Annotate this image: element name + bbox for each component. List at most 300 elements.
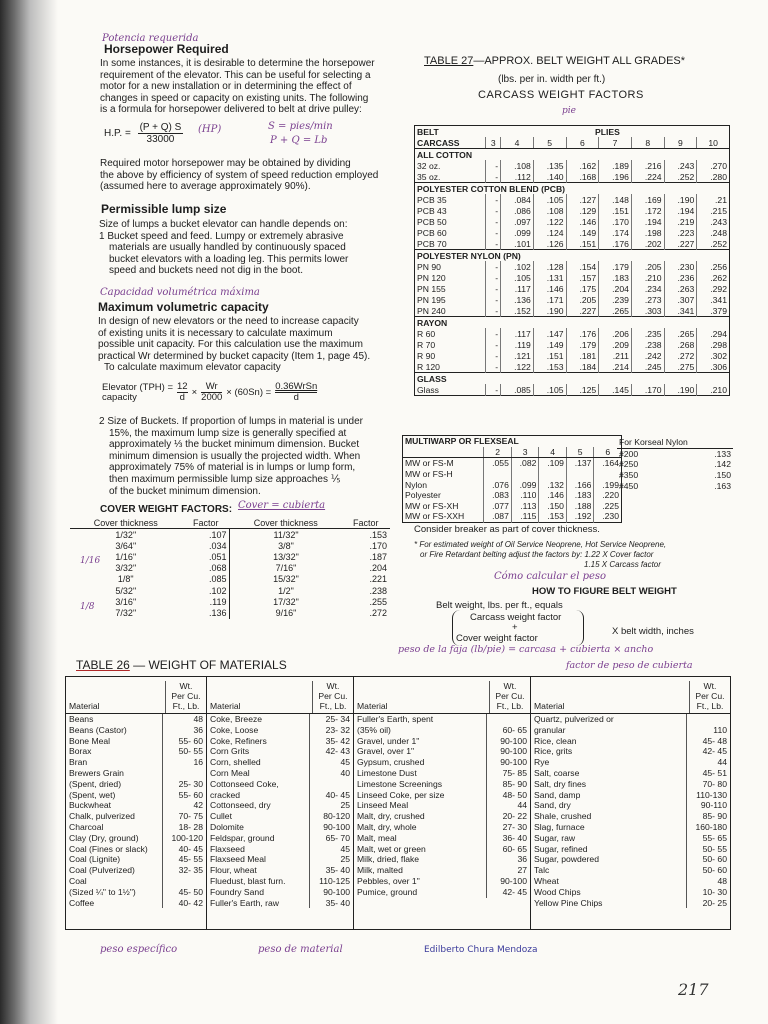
carcass-factor: .124 [533, 227, 566, 238]
material-weight: 90-100 [486, 746, 530, 757]
carcass-factor: - [486, 294, 501, 305]
carcass-factor: .190 [533, 305, 566, 317]
page-number: 217 [678, 980, 709, 999]
carcass-factor: .149 [566, 227, 599, 238]
material-weight: 110 [686, 725, 730, 736]
multiwarp-factor: .164 [594, 458, 622, 469]
carcass-factor: .210 [631, 272, 664, 283]
horsepower-line: (assumed here to average approximately 90%). [100, 181, 311, 193]
material-weight: 90-100 [309, 887, 353, 898]
cover-thickness: 3/64" [115, 540, 137, 551]
material-name: Limestone Screenings [357, 778, 443, 789]
multiwarp-header: 3 [511, 447, 539, 458]
carcass-factor: .176 [566, 328, 599, 339]
carcass-factor: .224 [631, 171, 664, 183]
carcass-row [415, 238, 730, 250]
carcass-row [415, 305, 730, 317]
material-weight: 85- 90 [486, 779, 530, 790]
horsepower-line: changes in speed or capacity on existing units. The following [100, 92, 369, 104]
material-name: Beans (Castor) [69, 724, 127, 735]
carcass-factor: .184 [566, 361, 599, 373]
material-weight: 18- 28 [162, 822, 206, 833]
material-name: cracked [210, 789, 241, 800]
carcass-row [415, 294, 730, 305]
equation-num: 0.36WrSn [275, 381, 318, 392]
equation-lhs-2: capacity [102, 391, 137, 403]
material-weight: 42- 45 [686, 746, 730, 757]
material-name: granular [534, 724, 566, 735]
figure-title: HOW TO FIGURE BELT WEIGHT [532, 586, 677, 597]
material-name: Feldspar, ground [210, 832, 275, 843]
carcass-factor: .205 [631, 261, 664, 272]
multiwarp-factor: .110 [511, 490, 539, 501]
cover-thickness: 15/32" [230, 574, 342, 585]
carcass-name: PN 240 [417, 305, 446, 316]
korseal-factor: .133 [714, 448, 731, 459]
cover-factor: .221 [369, 574, 387, 585]
footnote [414, 540, 732, 570]
korseal-grade: #450 [619, 480, 639, 491]
cover-header: Factor [182, 518, 230, 529]
hand-note-1-16: 1/16 [80, 556, 101, 566]
carcass-factor: .227 [566, 305, 599, 317]
carcass-factor: .223 [664, 227, 697, 238]
hand-note-how: Cómo calcular el peso [494, 571, 607, 582]
carcass-factor: .379 [697, 305, 730, 317]
carcass-factor: .172 [631, 205, 664, 216]
material-weight: 45- 55 [162, 854, 206, 865]
carcass-factor: .101 [501, 238, 534, 250]
cover-factor: .272 [369, 607, 387, 618]
section-name: POLYESTER COTTON BLEND (PCB) [415, 183, 730, 195]
material-name: Gypsum, crushed [357, 757, 425, 768]
multiwarp-header [403, 447, 484, 458]
material-name: Coke, Refiners [210, 735, 267, 746]
carcass-factor: .268 [664, 339, 697, 350]
material-row [207, 768, 353, 779]
cover-thickness: 1/16" [115, 551, 137, 562]
material-row [66, 854, 206, 865]
weight-header-line: Wt. [503, 681, 517, 691]
carcass-factor: .153 [533, 361, 566, 373]
material-row [531, 714, 730, 725]
material-row [207, 822, 353, 833]
material-row [531, 779, 730, 790]
carcass-row [415, 205, 730, 216]
binding-shadow [0, 0, 60, 1024]
carcass-factor: .119 [501, 339, 534, 350]
material-row [66, 800, 206, 811]
cover-thickness: 11/32" [230, 529, 342, 541]
material-row [354, 779, 530, 790]
ply-number: 10 [697, 137, 730, 149]
carcass-factor: .145 [599, 384, 632, 396]
material-row [531, 822, 730, 833]
carcass-factor: .149 [533, 339, 566, 350]
material-weight: 25 [309, 800, 353, 811]
material-weight: 23- 32 [309, 725, 353, 736]
weight-header-line: Per Cu. [318, 691, 348, 701]
material-weight: 36- 40 [486, 833, 530, 844]
material-name: Sand, dry [534, 800, 571, 811]
bucket-line: then maximum permissible lump size approaches ⅕ [109, 473, 341, 485]
material-name: Corn Grits [210, 746, 250, 757]
carcass-factor: .151 [533, 350, 566, 361]
carcass-factor: .097 [501, 216, 534, 227]
material-name: (35% oil) [357, 724, 391, 735]
carcass-row [415, 216, 730, 227]
carcass-factor: .190 [664, 194, 697, 205]
carcass-factor: .206 [599, 328, 632, 339]
material-name: Beans [69, 714, 94, 724]
multiwarp-factor: .183 [566, 490, 594, 501]
material-row [207, 833, 353, 844]
equation-fraction [177, 382, 188, 403]
ply-number: 7 [599, 137, 632, 149]
material-name: Wood Chips [534, 886, 581, 897]
cover-header: Cover thickness [230, 518, 342, 529]
material-name: Cullet [210, 811, 232, 822]
material-row [207, 714, 353, 725]
material-name: Milk, malted [357, 865, 403, 876]
carcass-factor: .341 [664, 305, 697, 317]
material-row [531, 768, 730, 779]
carcass-factor: .204 [599, 283, 632, 294]
carcass-factor: .169 [631, 194, 664, 205]
material-weight: 27 [486, 865, 530, 876]
carcass-factor: .108 [501, 160, 534, 171]
carcass-factor: .171 [533, 294, 566, 305]
table27-carcass [414, 125, 730, 396]
multiwarp-header: 6 [594, 447, 622, 458]
multiwarp-factor: .146 [539, 490, 567, 501]
lump-body [99, 219, 404, 277]
material-name: Cottonseed, dry [210, 800, 271, 811]
material-name: Malt, dry, crushed [357, 811, 425, 822]
multiwarp-header: 2 [484, 447, 512, 458]
carcass-row [415, 261, 730, 272]
korseal-row [617, 448, 733, 459]
carcass-factor: .270 [697, 160, 730, 171]
multiwarp-factor: .188 [566, 501, 594, 512]
cover-thickness: 5/32" [115, 585, 137, 596]
multiwarp-header: 4 [539, 447, 567, 458]
carcass-name: 32 oz. [417, 160, 441, 171]
korseal-table [617, 437, 733, 491]
capacity-line: To calculate maximum elevator capacity [104, 362, 281, 374]
carcass-factor: .112 [501, 171, 534, 183]
material-weight: 45- 48 [686, 736, 730, 747]
material-weight: 90-100 [486, 876, 530, 887]
material-weight: 70- 75 [162, 811, 206, 822]
carcass-factor: .136 [501, 294, 534, 305]
horsepower-line: Required motor horsepower may be obtained by dividing [100, 158, 351, 169]
weight-header-label [165, 681, 206, 713]
carcass-factor: .176 [599, 238, 632, 250]
material-row [531, 725, 730, 736]
carcass-factor: .256 [697, 261, 730, 272]
material-name: Bone Meal [69, 735, 111, 746]
carcass-name: PN 155 [417, 283, 446, 294]
capacity-line: In design of new elevators or the need to increase capacity [98, 316, 359, 327]
material-weight: 42 [162, 800, 206, 811]
table26-label: TABLE 26 [76, 658, 130, 672]
carcass-factor: .303 [631, 305, 664, 317]
material-name: Linseed Coke, per size [357, 789, 445, 800]
equation-den: 2000 [201, 392, 223, 403]
formula-lhs: H.P. = [104, 128, 131, 140]
cover-factor: .238 [369, 585, 387, 596]
ply-number: 4 [501, 137, 534, 149]
cover-thickness: 3/8" [230, 540, 342, 551]
horsepower-line: requirement of the elevator. This can be useful for selecting a [100, 69, 371, 81]
material-name: Flour, wheat [210, 865, 257, 876]
bucket-size-body [99, 416, 404, 497]
carcass-factor: .214 [599, 361, 632, 373]
material-row [531, 746, 730, 757]
carcass-name: R 60 [417, 328, 436, 339]
material-name: Fluedust, blast furn. [210, 875, 286, 886]
material-weight: 90-110 [686, 800, 730, 811]
carcass-factor: .273 [631, 294, 664, 305]
table27-head-plies: PLIES [595, 126, 620, 137]
carcass-factor: .219 [664, 216, 697, 227]
table27-head-carcass: CARCASS [415, 137, 486, 149]
material-row [66, 865, 206, 876]
table26-title [76, 658, 287, 672]
material-name: Fuller's Earth, raw [210, 897, 279, 908]
material-weight: 40- 42 [162, 898, 206, 909]
material-name: Quartz, pulverized or [534, 714, 614, 724]
hand-note-capacity: Capacidad volumétrica máxima [100, 287, 260, 298]
multiwarp-name: Nylon [405, 479, 427, 490]
material-column-header [531, 677, 730, 714]
carcass-factor: .174 [599, 227, 632, 238]
material-row [531, 854, 730, 865]
material-row [66, 811, 206, 822]
material-weight: 50- 60 [686, 865, 730, 876]
carcass-name: PN 90 [417, 261, 441, 272]
hand-note-1-8: 1/8 [80, 602, 95, 612]
material-column-header [207, 677, 353, 714]
korseal-factor: .150 [714, 470, 731, 481]
footnote-line: * For estimated weight of Oil Service Neoprene, Hot Service Neoprene, [414, 540, 667, 549]
ply-number: 3 [486, 137, 501, 149]
multiwarp-factor [511, 469, 539, 480]
table27-title-rest: —APPROX. BELT WEIGHT ALL GRADES* [473, 55, 686, 67]
equation-tail: × (60Sn) = [226, 387, 272, 398]
material-weight: 20- 25 [686, 898, 730, 909]
cover-row [70, 551, 390, 562]
carcass-factor: .230 [664, 261, 697, 272]
material-row [531, 790, 730, 801]
carcass-factor: .263 [664, 283, 697, 294]
material-weight: 35- 40 [309, 865, 353, 876]
carcass-row [415, 361, 730, 373]
carcass-name: PCB 70 [417, 238, 447, 249]
carcass-factor: .196 [599, 171, 632, 183]
material-weight: 90-100 [486, 757, 530, 768]
horsepower-body-2 [100, 158, 405, 193]
cover-factor: .136 [208, 607, 227, 618]
carcass-factor: .248 [697, 227, 730, 238]
carcass-factor: .084 [501, 194, 534, 205]
weight-header-line: Ft., Lb. [696, 701, 724, 711]
cover-thickness: 1/32" [115, 529, 137, 540]
material-weight: 25 [309, 854, 353, 865]
cover-thickness: 3/32" [115, 563, 137, 574]
carcass-factor: - [486, 305, 501, 317]
multiwarp-factor: .099 [511, 479, 539, 490]
material-row [66, 725, 206, 736]
korseal-grade: #250 [619, 459, 639, 470]
material-weight: 45- 50 [162, 887, 206, 898]
material-row [66, 736, 206, 747]
hand-note-formula: peso de la faja (lb/pie) = carcasa + cubierta × ancho [398, 644, 654, 655]
carcass-name: R 120 [417, 361, 440, 372]
material-row [207, 779, 353, 790]
multiwarp-row [403, 479, 622, 490]
carcass-factor: .216 [631, 160, 664, 171]
material-weight: 50- 55 [162, 746, 206, 757]
material-name: Slag, furnace [534, 821, 585, 832]
material-row [207, 898, 353, 909]
cover-title: COVER WEIGHT FACTORS: [100, 504, 233, 515]
carcass-factor: .170 [631, 384, 664, 396]
carcass-row [415, 227, 730, 238]
multiwarp-factor: .137 [566, 458, 594, 469]
carcass-factor: .129 [566, 205, 599, 216]
carcass-factor: .280 [697, 171, 730, 183]
lump-item-line: 1 Bucket speed and feed. Lumpy or extremely abrasive [99, 230, 344, 242]
multiwarp-name: MW or FS-H [405, 469, 453, 480]
material-row [66, 714, 206, 725]
material-name: (Spent, dried) [69, 778, 122, 789]
carcass-factor: .117 [501, 328, 534, 339]
capacity-line: possible unit capacity. For this calculation use the maximum [98, 339, 363, 351]
carcass-factor: .198 [631, 227, 664, 238]
material-column-header [66, 677, 206, 714]
multiwarp-factor: .153 [539, 511, 567, 522]
carcass-factor: .262 [697, 272, 730, 283]
footnote-line: or Fire Retardant belting adjust the factors by: 1.22 X Cover factor [420, 550, 654, 559]
weight-header-line: Wt. [703, 681, 717, 691]
material-row [354, 887, 530, 898]
material-weight [162, 768, 206, 779]
material-row [66, 757, 206, 768]
material-name: Borax [69, 746, 92, 757]
carcass-row [415, 194, 730, 205]
material-weight [162, 876, 206, 887]
material-row [354, 854, 530, 865]
formula-numerator: (P + Q) S [139, 122, 182, 133]
table27-title [424, 55, 685, 67]
material-name: Wheat [534, 875, 559, 886]
material-name: Coffee [69, 897, 95, 908]
material-row [66, 746, 206, 757]
carcass-factor: - [486, 160, 501, 171]
table27-subtitle: (lbs. per in. width per ft.) [498, 74, 606, 85]
korseal-row [617, 480, 733, 491]
multiwarp-factor: .220 [594, 490, 622, 501]
material-column [66, 677, 207, 929]
material-row [531, 800, 730, 811]
cover-factor: .119 [209, 596, 227, 607]
material-name: Malt, dry, whole [357, 821, 417, 832]
carcass-factor: .086 [501, 205, 534, 216]
cover-row [70, 563, 390, 574]
material-name: Talc [534, 865, 550, 876]
carcass-factor: .275 [664, 361, 697, 373]
korseal-grade: #200 [619, 448, 639, 459]
weight-header-line: Ft., Lb. [319, 701, 347, 711]
material-weight: 55- 60 [162, 736, 206, 747]
equation-times: × [191, 387, 198, 398]
material-row [531, 757, 730, 768]
carcass-factor: .152 [501, 305, 534, 317]
material-name: Gravel, under 1" [357, 735, 420, 746]
material-row [531, 865, 730, 876]
cover-row [70, 607, 390, 618]
material-weight: 70- 80 [686, 779, 730, 790]
material-weight: 110-130 [686, 790, 730, 801]
carcass-name: PCB 35 [417, 194, 447, 205]
material-name: Corn, shelled [210, 757, 261, 768]
carcass-factor: .179 [566, 339, 599, 350]
material-row [66, 898, 206, 909]
material-row [207, 790, 353, 801]
material-row [207, 865, 353, 876]
multiwarp-factor: .055 [484, 458, 512, 469]
material-name: Bran [69, 757, 88, 768]
material-weight: 20- 22 [486, 811, 530, 822]
multiwarp-factor: .082 [511, 458, 539, 469]
material-name: Gravel, over 1" [357, 746, 415, 757]
material-weight: 100-120 [162, 833, 206, 844]
material-weight: 85- 90 [686, 811, 730, 822]
carcass-name: PCB 50 [417, 216, 447, 227]
carcass-factor: .168 [566, 171, 599, 183]
material-row [354, 865, 530, 876]
carcass-factor: - [486, 339, 501, 350]
material-weight: 10- 30 [686, 887, 730, 898]
material-row [531, 876, 730, 887]
multiwarp-row [403, 469, 622, 480]
cover-thickness: 1/8" [117, 574, 134, 585]
material-weight: 48 [686, 876, 730, 887]
carcass-factor: - [486, 328, 501, 339]
carcass-factor: .151 [599, 205, 632, 216]
material-weight: 25- 30 [162, 779, 206, 790]
carcass-factor: .105 [533, 194, 566, 205]
material-row [66, 768, 206, 779]
carcass-factor: .135 [533, 160, 566, 171]
table26-title-rest: — WEIGHT OF MATERIALS [129, 658, 287, 672]
carcass-factor: - [486, 350, 501, 361]
material-name: Rice, grits [534, 746, 573, 757]
lump-item-line: speed and buckets need not dig in the boot. [109, 265, 304, 277]
table27-label: TABLE 27 [424, 55, 474, 67]
material-weight: 40- 45 [162, 844, 206, 855]
material-weight: 36 [162, 725, 206, 736]
figure-brackets [452, 610, 584, 646]
carcass-name: R 70 [417, 339, 436, 350]
carcass-factor: .151 [566, 238, 599, 250]
multiwarp-row [403, 511, 622, 522]
material-row [354, 800, 530, 811]
weight-header-line: Per Cu. [695, 691, 725, 701]
carcass-factor: .243 [697, 216, 730, 227]
